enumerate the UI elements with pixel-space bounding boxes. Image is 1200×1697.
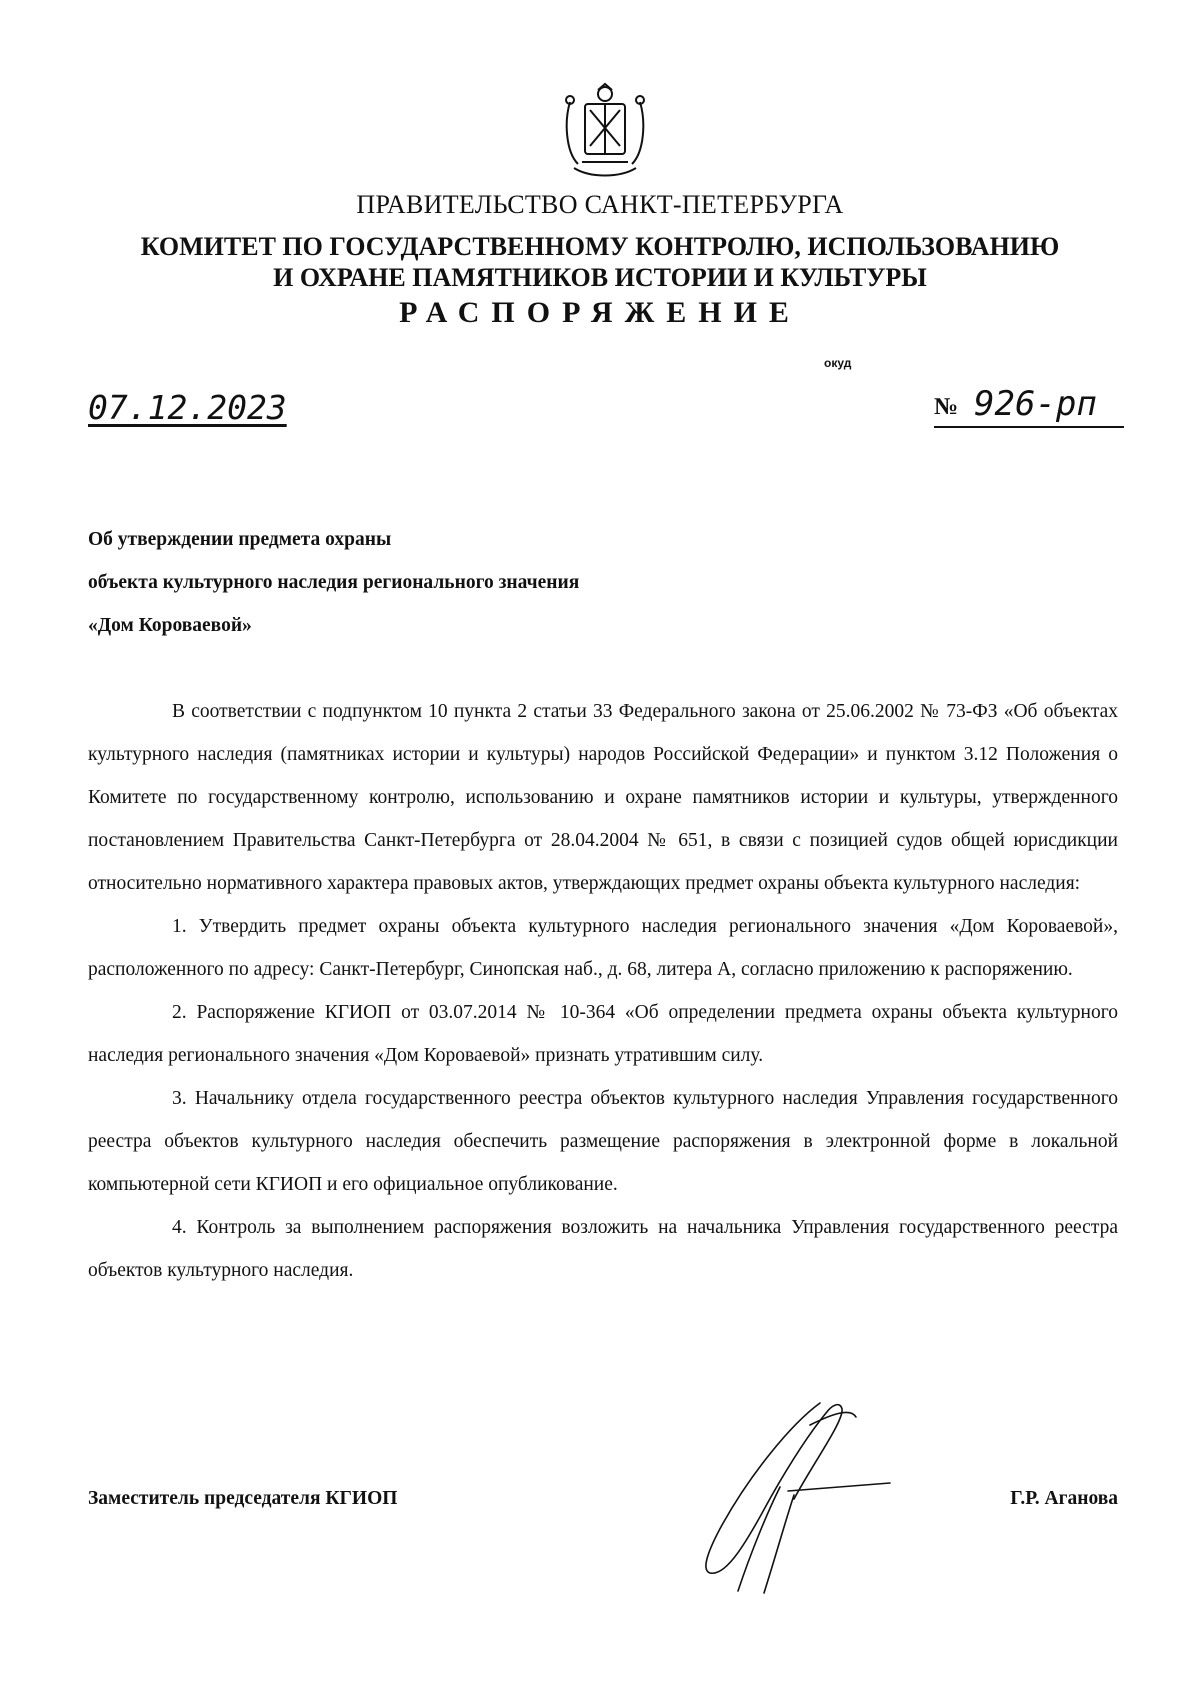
committee-heading bbox=[0, 231, 1200, 293]
document-date: 07.12.2023 bbox=[88, 388, 287, 427]
committee-heading-line2: И ОХРАНЕ ПАМЯТНИКОВ ИСТОРИИ И КУЛЬТУРЫ bbox=[273, 263, 927, 292]
number-prefix: № bbox=[934, 394, 959, 420]
preamble-paragraph: В соответствии с подпунктом 10 пункта 2 статьи 33 Федерального закона от 25.06.2002 № 73-ФЗ «Об объектах культурного наследия (памятниках истории и культуры) народов Российской Федерации» и пунктом 3.12 Положения о Комитете по государственному контролю, использованию и охране памятников истории и культуры, утвержденного постановлением Правительства Санкт-Петербурга от 28.04.2004 № 651, в связи с позицией судов общей юрисдикции относительно нормативного характера правовых актов, утверждающих предмет охраны объекта культурного наследия: bbox=[88, 701, 1118, 894]
okud-label: окуд bbox=[824, 356, 852, 370]
handwritten-signature-icon bbox=[680, 1395, 910, 1595]
item-2: 2. Распоряжение КГИОП от 03.07.2014 № 10-364 «Об определении предмета охраны объекта культурного наследия регионального значения «Дом Короваевой» признать утратившим силу. bbox=[88, 1002, 1118, 1066]
document-number bbox=[934, 386, 1124, 428]
subject-line3: «Дом Короваевой» bbox=[88, 615, 252, 636]
item-4: 4. Контроль за выполнением распоряжения возложить на начальника Управления государственного реестра объектов культурного наследия. bbox=[88, 1217, 1118, 1281]
subject-line2: объекта культурного наследия регионального значения bbox=[88, 572, 580, 593]
committee-heading-line1: КОМИТЕТ ПО ГОСУДАРСТВЕННОМУ КОНТРОЛЮ, ИСПОЛЬЗОВАНИЮ bbox=[140, 232, 1060, 261]
number-value: 926-рп bbox=[974, 384, 1097, 424]
signatory-title: Заместитель председателя КГИОП bbox=[88, 1488, 398, 1509]
government-heading: ПРАВИТЕЛЬСТВО САНКТ-ПЕТЕРБУРГА bbox=[356, 190, 844, 219]
item-3: 3. Начальнику отдела государственного реестра объектов культурного наследия Управления государственного реестра объектов культурного наследия обеспечить размещение распоряжения в электронной форме в локальной компьютерной сети КГИОП и его официальное опубликование. bbox=[88, 1088, 1118, 1195]
item-1: 1. Утвердить предмет охраны объекта культурного наследия регионального значения «Дом Короваевой», расположенного по адресу: Санкт-Петербург, Синопская наб., д. 68, литера А, согласно приложению к распоряжению. bbox=[88, 916, 1118, 980]
document-type: РАСПОРЯЖЕНИЕ bbox=[399, 296, 801, 329]
document-subject bbox=[88, 518, 579, 647]
document-body bbox=[88, 690, 1118, 1292]
subject-line1: Об утверждении предмета охраны bbox=[88, 529, 392, 550]
signatory-name: Г.Р. Аганова bbox=[1010, 1488, 1118, 1509]
coat-of-arms-icon bbox=[560, 82, 650, 182]
